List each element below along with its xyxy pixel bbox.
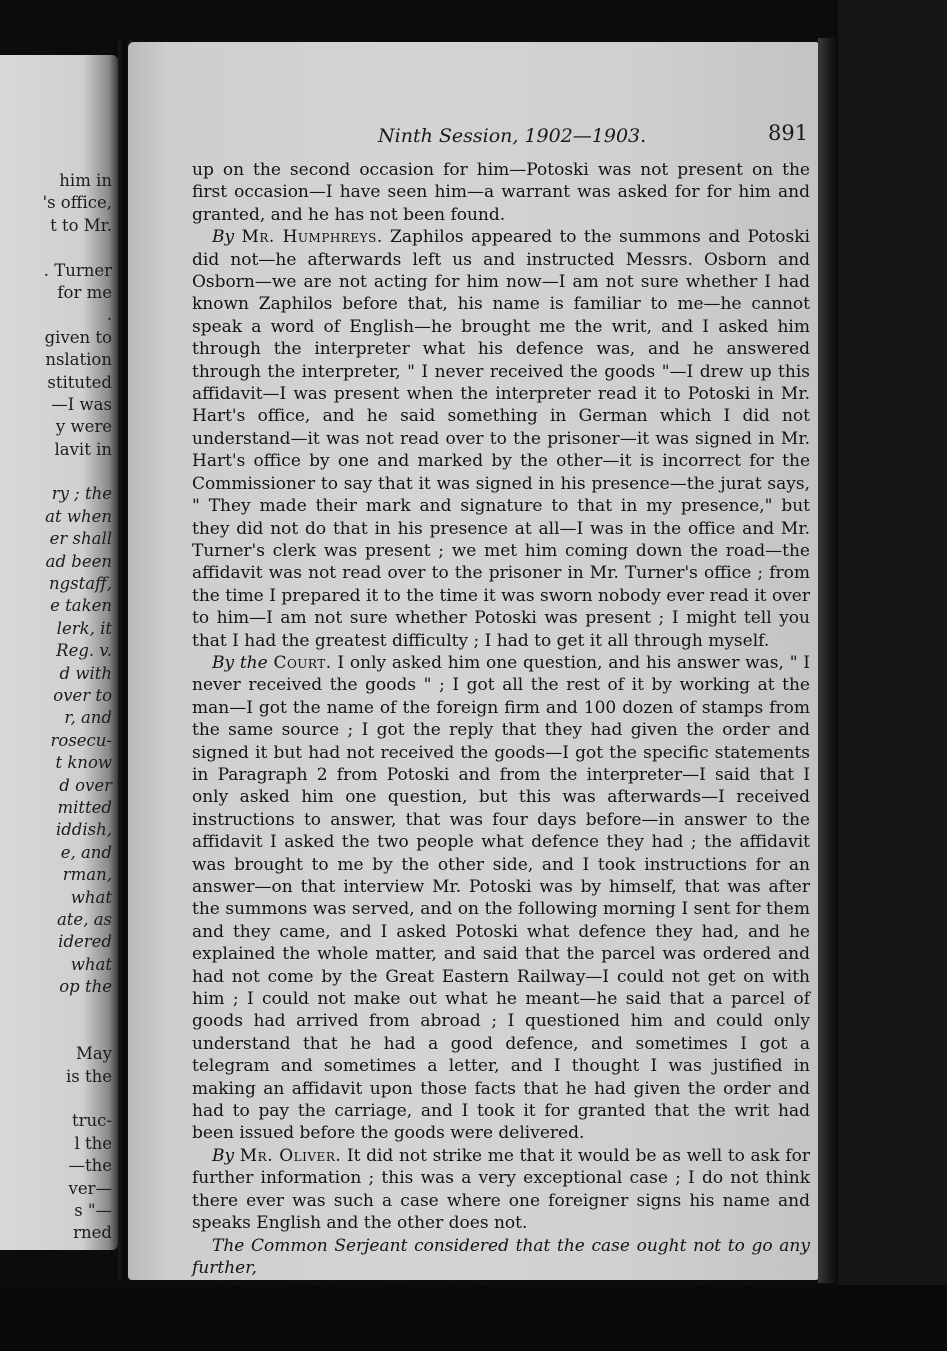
- left-page-line: nslation: [45, 350, 112, 370]
- left-page-line: ry ; the: [51, 484, 112, 504]
- left-page-text-column: [0, 170, 116, 1245]
- left-page-line: at when: [45, 506, 112, 526]
- left-page-line: s "—: [74, 1200, 112, 1220]
- left-page-line: d with: [59, 663, 112, 683]
- left-page-line: l the: [74, 1133, 112, 1153]
- left-page-line: er shall: [49, 529, 112, 549]
- left-page-line: [0, 461, 116, 483]
- examiner-prefix: By: [212, 227, 242, 248]
- left-page-line: rman,: [62, 865, 112, 885]
- left-page-line: ver—: [68, 1178, 112, 1198]
- left-page-line: e taken: [50, 596, 112, 616]
- running-head: [128, 121, 818, 155]
- left-page-line: lavit in: [54, 439, 112, 459]
- left-page-line: rned: [73, 1223, 112, 1243]
- left-page-line: t to Mr.: [50, 215, 112, 235]
- session-title: Ninth Session, 1902—1903.: [378, 125, 647, 147]
- paragraph-continuation: up on the second occasion for him—Potoski was not present on the first occasion—I have seen him—a warrant was asked for for him and granted, and he has not been found.: [192, 160, 810, 225]
- left-page-line: May: [75, 1044, 112, 1064]
- left-page-line: what: [70, 887, 112, 907]
- left-page-line: him in: [59, 171, 112, 190]
- left-page-line: is the: [65, 1066, 112, 1086]
- left-page-line: stituted: [47, 372, 112, 392]
- left-page-line: op the: [59, 977, 112, 997]
- scan-background-bottom: [0, 1285, 947, 1351]
- testimony-text: It did not strike me that it would be as well to ask for further information ; this was a very exceptional case ; I do not think there ever was such a case where one foreigner signs his name and speaks English and the other does not.: [192, 1145, 810, 1234]
- paragraph-court: [192, 652, 810, 1145]
- left-page-line: Reg. v.: [56, 641, 112, 661]
- left-page-line: rosecu-: [50, 730, 112, 750]
- left-page-line: mitted: [57, 797, 112, 817]
- examiner-name: Mr. Humphreys.: [241, 227, 383, 248]
- page-body: [192, 159, 810, 1302]
- testimony-text: I only asked him one question, and his answer was, " I never received the goods " ; I got all the rest of it by working at the man—I got the name of the foreign firm and 100 dozen of stamps from the same source ; I got the reply that they had given the order and signed it but had not received the goods—I got the specific statements in Paragraph 2 from Potoski and from the interpreter—I said that I only asked him one question, but this was afterwards—I received instructions to answer, that was four days before—in answer to the affidavit I asked the two people what defence they had ; the affidavit was brought to me by the other side, and I took instructions for an answer—on that interview Mr. Potoski was by himself, that was after the summons was served, and on the following morning I sent for them and they came, and I asked Potoski what defence they had, and he explained the whole matter, and said that the parcel was ordered and had not come by the Great Eastern Railway—I could not get on with him ; I could not make out what he meant—he said that a parcel of goods had arrived from abroad ; I questioned him and could only understand that he had a good defence, and sometimes I got a telegram and sometimes a letter, and I thought I was justified in making an affidavit upon those facts that he had given the order and had to pay the carriage, and I took it for granted that the writ had been issued before the goods were delivered.: [192, 652, 810, 1144]
- left-page-line: . Turner: [43, 260, 112, 280]
- examiner-prefix: By the: [212, 652, 274, 673]
- left-page-line: y were: [55, 417, 112, 437]
- left-page-line: [0, 998, 116, 1020]
- testimony-text: Zaphilos appeared to the summons and Potoski did not—he afterwards left us and instructed Messrs. Osborn and Osborn—we are not acting for him now—I am not sure whether I had known Zaphilos before that, his name is familiar to me—he cannot speak a word of English—he brought me the writ, and I asked him through the interpreter what his defence was, and he answered through the interpreter, " I never received the goods "—I drew up this affidavit—I was present when the interpreter read it to Potoski in Mr. Hart's office, and he said something in German which I did not understand—it was not read over to the prisoner—it was signed in Mr. Hart's office by one and marked by the other—it is incorrect for the Commissioner to say that it was signed in his presence—the jurat says, " They made their mark and signature to that in my presence," but they did not do that in his presence at all—I was in the office and Mr. Turner's clerk was present ; we met him coming down the road—the affidavit was not read over to the prisoner in Mr. Turner's office ; from the time I prepared it to the time it was sworn nobody ever read it over to him—I am not sure whether Potoski was present ; I might tell you that I had the greatest difficulty ; I had to get it all through myself.: [192, 227, 810, 651]
- left-page-line: d over: [59, 775, 112, 795]
- left-page-line: [0, 1088, 116, 1110]
- left-page-line: iddish,: [55, 820, 112, 840]
- closing-note: The Common Serjeant considered that the case ought not to go any further,: [192, 1235, 810, 1278]
- left-page-line: ate, as: [56, 909, 112, 929]
- paragraph-oliver: [192, 1145, 810, 1235]
- left-page-line: ad been: [45, 551, 112, 571]
- left-page-line: r, and: [64, 708, 112, 728]
- left-page-line: for me: [57, 282, 112, 302]
- left-page-line: 's office,: [42, 193, 112, 213]
- scan-background-right: [838, 0, 947, 1351]
- left-page-line: .: [106, 305, 112, 325]
- paragraph-humphreys: [192, 226, 810, 652]
- left-page-line: what: [70, 954, 112, 974]
- left-page-line: over to: [53, 685, 112, 705]
- left-page-line: idered: [58, 932, 112, 952]
- examiner-name: Mr. Oliver.: [239, 1145, 342, 1166]
- left-page-fragment: [0, 55, 118, 1250]
- page-edge-shadow: [818, 38, 838, 1283]
- left-page-line: —I was: [51, 394, 112, 414]
- left-page-line: lerk, it: [56, 618, 112, 638]
- left-page-line: truc-: [72, 1111, 112, 1131]
- examiner-name: Court.: [273, 652, 332, 673]
- left-page-line: —the: [68, 1156, 112, 1176]
- examiner-prefix: By: [212, 1145, 240, 1166]
- left-page-line: e, and: [60, 842, 112, 862]
- right-page: [128, 42, 818, 1280]
- left-page-line: ngstaff,: [48, 574, 112, 594]
- left-page-line: t know: [55, 753, 112, 773]
- left-page-line: [0, 1021, 116, 1043]
- left-page-line: [0, 237, 116, 259]
- page-number: 891: [768, 121, 809, 145]
- left-page-line: given to: [44, 327, 112, 347]
